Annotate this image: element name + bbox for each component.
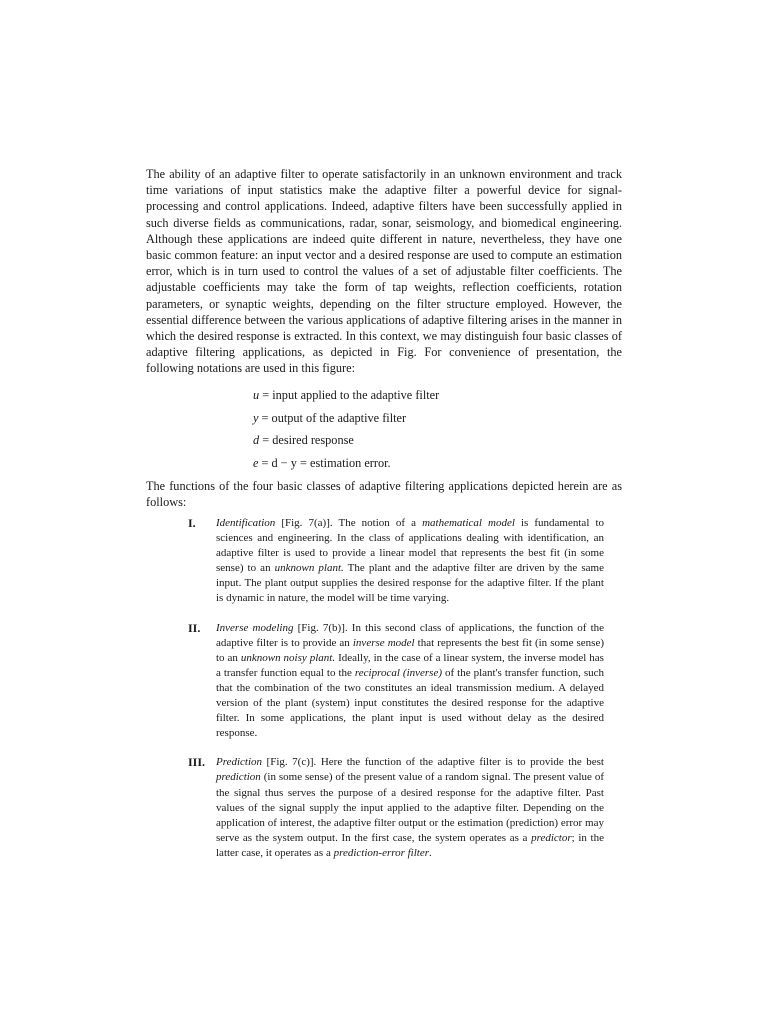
- item-emphasis: unknown noisy plant.: [240, 651, 336, 664]
- item-number: I.: [188, 516, 196, 530]
- notation-def: = d − y = estimation error.: [258, 455, 391, 470]
- notation-def: = input applied to the adaptive filter: [259, 388, 440, 402]
- item-number: II.: [188, 620, 201, 635]
- item-text: Ideally, in the case of a linear system, the inverse model has a transfer function equal to the: [216, 651, 604, 679]
- item-emphasis: predictor: [531, 831, 572, 844]
- item-text: [Fig. 7(b)]. In this second class of applications, the function of the adaptive filter is to provide an: [216, 621, 605, 649]
- item-emphasis: unknown plant.: [274, 562, 344, 575]
- list-item-inverse-modeling: [188, 621, 604, 742]
- item-emphasis: prediction: [216, 771, 261, 784]
- item-text: of the plant's transfer function, such that the combination of the two constitutes an ideal transmission medium. A delayed version of the plant (system) input constitutes the desired response for the adaptive filter. In some applications, the plant input is used without delay as the desired response.: [216, 666, 604, 740]
- item-title: Prediction: [216, 756, 263, 769]
- item-emphasis: prediction-error filter: [333, 846, 430, 859]
- item-text: .: [429, 846, 432, 859]
- notation-var: d: [253, 433, 260, 447]
- item-emphasis: reciprocal (inverse): [354, 666, 442, 679]
- item-text: ; in the latter case, it operates as a: [216, 831, 604, 859]
- item-emphasis: mathematical model: [422, 517, 515, 529]
- notation-var: y: [253, 410, 259, 425]
- list-item-prediction: [188, 755, 604, 861]
- functions-intro: The functions of the four basic classes of adaptive filtering applications depicted herein are as follows:: [146, 479, 622, 510]
- notation-list: [253, 387, 593, 477]
- item-title: Inverse modeling: [216, 621, 294, 634]
- notation-def: = output of the adaptive filter: [258, 410, 407, 425]
- notation-e: [253, 455, 593, 478]
- application-classes-list: [188, 516, 604, 861]
- item-text: [Fig. 7(a)]. The notion of a: [275, 517, 423, 529]
- notation-def: = desired response: [259, 433, 354, 447]
- item-text: (in some sense) of the present value of a random signal. The present value of the signal thus serves the purpose of a desired response for the adaptive filter. Past values of the signal supply the input applied to the adaptive filter. Depending on the application of interest, the adaptive filter output or the estimation (prediction) error may serve as the system output. In the first case, the system operates as a: [216, 771, 604, 844]
- notation-var: e: [253, 455, 259, 470]
- item-text: that represents the best fit (in some sense) to an: [216, 636, 605, 664]
- intro-paragraph: The ability of an adaptive filter to operate satisfactorily in an unknown environment and track time variations of input statistics make the adaptive filter a powerful device for signal-processing and control applications. Indeed, adaptive filters have been successfully applied in such diverse fields as communications, radar, sonar, seismology, and biomedical engineering. Although these applications are indeed quite different in nature, nevertheless, they have one basic common feature: an input vector and a desired response are used to compute an estimation error, which is in turn used to control the values of a set of adjustable filter coefficients. The adjustable coefficients may take the form of tap weights, reflection coefficients, rotation parameters, or synaptic weights, depending on the filter structure employed. However, the essential difference between the various applications of adaptive filtering arises in the manner in which the desired response is extracted. In this context, we may distinguish four basic classes of adaptive filtering applications, as depicted in Fig. For convenience of presentation, the following notations are used in this figure:: [146, 167, 622, 376]
- notation-var: u: [253, 388, 260, 402]
- item-emphasis: inverse model: [352, 636, 415, 649]
- item-text: The plant and the adaptive filter are driven by the same input. The plant output supplies the desired response for the adaptive filter. If the plant is dynamic in nature, the model will be time varying.: [216, 562, 604, 605]
- item-number: III.: [188, 755, 206, 770]
- notation-d: [253, 432, 593, 455]
- item-title: Identification: [216, 517, 276, 529]
- item-text: [Fig. 7(c)]. Here the function of the adaptive filter is to provide the best: [262, 756, 604, 769]
- item-text: is fundamental to sciences and engineering. In the class of applications dealing with identification, an adaptive filter is used to provide a linear model that represents the best fit (in some sense) to an: [216, 517, 604, 575]
- list-item-identification: [188, 516, 604, 607]
- notation-u: [253, 387, 593, 410]
- notation-y: [253, 410, 593, 433]
